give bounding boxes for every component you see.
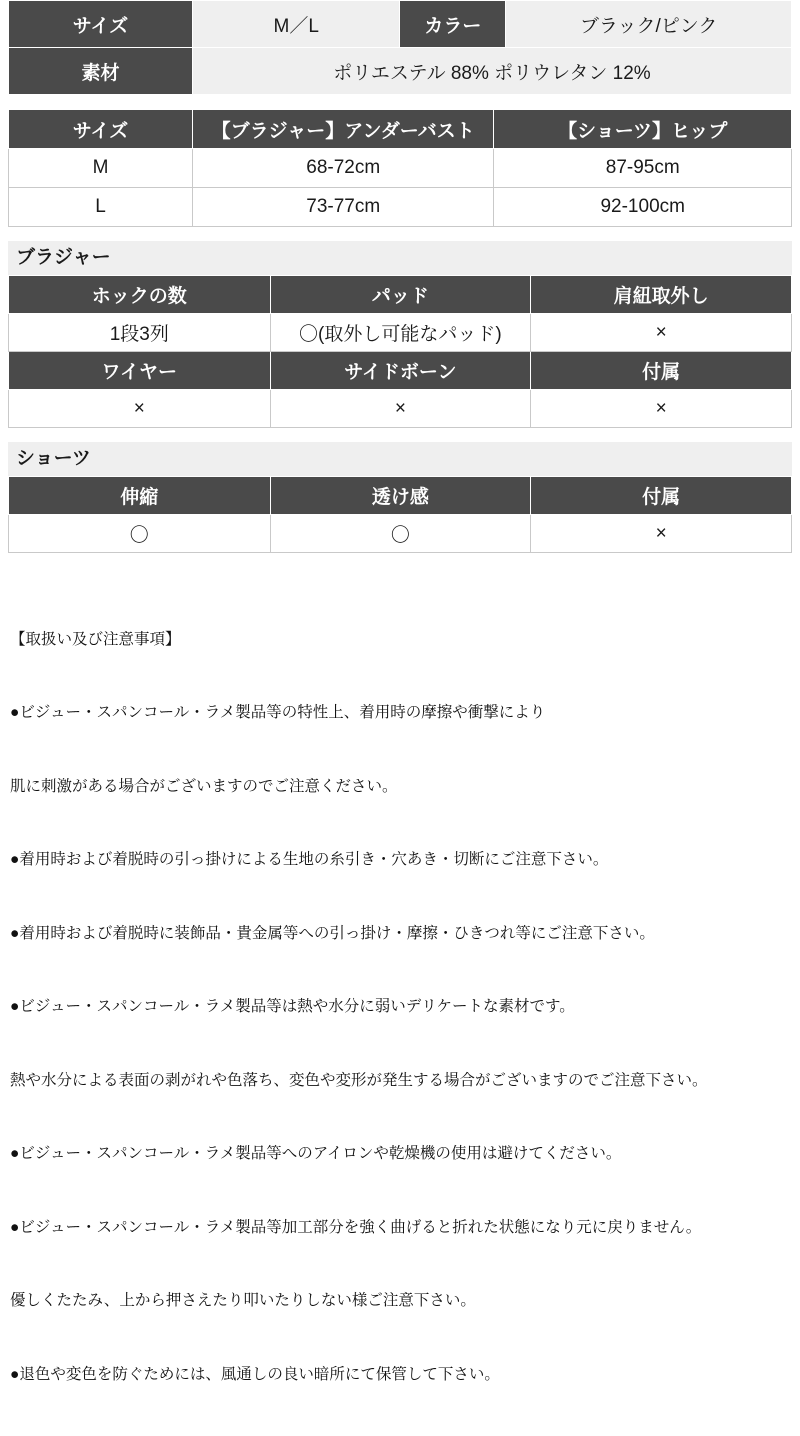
care-note-line: ●ビジュー・スパンコール・ラメ製品等の特性上、着用時の摩擦や衝撃により xyxy=(10,704,546,722)
shorts-header-stretch: 伸縮 xyxy=(9,477,271,515)
care-note-line: ●着用時および着脱時の引っ掛けによる生地の糸引き・穴あき・切断にご注意下さい。 xyxy=(10,851,609,869)
bra-value-hooks: 1段3列 xyxy=(9,314,271,352)
bra-header-sidebone: サイドボーン xyxy=(270,352,531,390)
care-note-line: ●ビジュー・スパンコール・ラメ製品等加工部分を強く曲げると折れた状態になり元に戻りません。 xyxy=(10,1218,702,1236)
shorts-value-stretch: 〇 xyxy=(9,515,271,553)
table-header-row xyxy=(9,110,792,149)
size-chart-header-underbust: 【ブラジャー】アンダーバスト xyxy=(193,110,494,149)
bra-header-wire: ワイヤー xyxy=(9,352,271,390)
table-row xyxy=(9,390,792,428)
spec-value-size: M／L xyxy=(193,1,400,48)
table-header-row xyxy=(9,477,792,515)
bra-header-accessory: 付属 xyxy=(531,352,792,390)
shorts-value-accessory: × xyxy=(531,515,792,553)
spec-label-color: カラー xyxy=(400,1,506,48)
shorts-header-accessory: 付属 xyxy=(531,477,792,515)
care-note-line: ●ビジュー・スパンコール・ラメ製品等へのアイロンや乾燥機の使用は避けてください。 xyxy=(10,1145,622,1163)
bra-value-accessory: × xyxy=(531,390,792,428)
size-chart-cell: M xyxy=(9,149,193,188)
care-note-line: 熱や水分による表面の剥がれや色落ち、変色や変形が発生する場合がございますのでご注意下さい。 xyxy=(10,1071,708,1089)
care-note-line: ●退色や変色を防ぐためには、風通しの良い暗所にて保管して下さい。 xyxy=(10,1365,500,1383)
table-row xyxy=(9,515,792,553)
spacer xyxy=(0,227,800,241)
table-row xyxy=(9,149,792,188)
table-header-row xyxy=(9,276,792,314)
section-label-bra: ブラジャー xyxy=(8,241,792,275)
size-chart-header-hip: 【ショーツ】ヒップ xyxy=(494,110,792,149)
size-chart-cell: L xyxy=(9,188,193,227)
section-label-shorts: ショーツ xyxy=(8,442,792,476)
bra-value-wire: × xyxy=(9,390,271,428)
spec-label-size: サイズ xyxy=(9,1,193,48)
spacer xyxy=(0,95,800,109)
spec-label-material: 素材 xyxy=(9,48,193,95)
table-row xyxy=(9,314,792,352)
bra-value-pad: 〇(取外し可能なパッド) xyxy=(270,314,531,352)
bra-header-pad: パッド xyxy=(270,276,531,314)
spec-table xyxy=(8,0,792,95)
care-note-line: ●着用時および着脱時に装飾品・貴金属等への引っ掛け・摩擦・ひきつれ等にご注意下さい。 xyxy=(10,924,655,942)
table-row xyxy=(9,1,792,48)
size-chart-cell: 92-100cm xyxy=(494,188,792,227)
size-chart-cell: 73-77cm xyxy=(193,188,494,227)
size-chart-cell: 87-95cm xyxy=(494,149,792,188)
care-note-line: 肌に刺激がある場合がございますのでご注意ください。 xyxy=(10,777,398,795)
shorts-header-sheerness: 透け感 xyxy=(270,477,531,515)
care-notes xyxy=(10,579,790,1436)
spec-value-material: ポリエステル 88% ポリウレタン 12% xyxy=(193,48,792,95)
bra-value-sidebone: × xyxy=(270,390,531,428)
size-chart-table xyxy=(8,109,792,227)
size-chart-header-size: サイズ xyxy=(9,110,193,149)
care-notes-title: 【取扱い及び注意事項】 xyxy=(10,630,181,648)
shorts-spec-table xyxy=(8,476,792,553)
care-note-line: 優しくたたみ、上から押さえたり叩いたりしない様ご注意下さい。 xyxy=(10,1292,476,1310)
table-row xyxy=(9,48,792,95)
bra-header-strap-removable: 肩紐取外し xyxy=(531,276,792,314)
bra-spec-table xyxy=(8,275,792,428)
care-note-line: ●ビジュー・スパンコール・ラメ製品等は熱や水分に弱いデリケートな素材です。 xyxy=(10,998,575,1016)
spacer xyxy=(0,428,800,442)
table-header-row xyxy=(9,352,792,390)
shorts-value-sheerness: 〇 xyxy=(270,515,531,553)
bra-value-strap-removable: × xyxy=(531,314,792,352)
size-chart-cell: 68-72cm xyxy=(193,149,494,188)
spec-value-color: ブラック/ピンク xyxy=(506,1,792,48)
table-row xyxy=(9,188,792,227)
bra-header-hooks: ホックの数 xyxy=(9,276,271,314)
